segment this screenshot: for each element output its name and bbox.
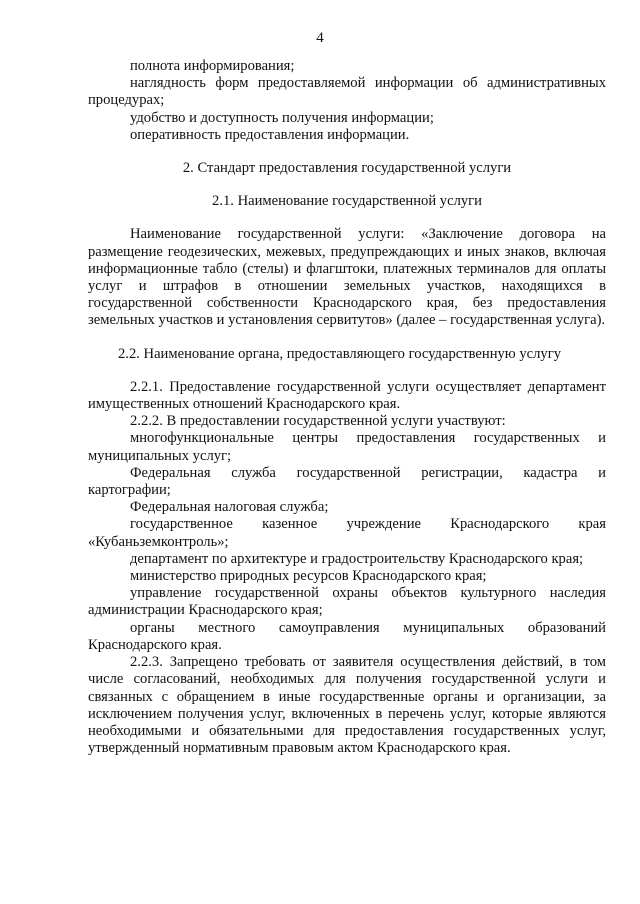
participant-item: Федеральная служба государственной регистрации, кадастра и картографии; [88, 464, 606, 499]
participant-item: департамент по архитектуре и градостроительству Краснодарского края; [130, 550, 584, 567]
section-2-heading: 2. Стандарт предоставления государственной услуги [182, 160, 512, 177]
participant-item: государственное казенное учреждение Краснодарского края «Кубаньземконтроль»; [88, 516, 606, 550]
document-body [88, 58, 606, 757]
service-name-paragraph: Наименование государственной услуги: «Заключение договора на размещение геодезических, межевых, предупреждающих и иных знаков, включая информационные табло (стелы) и флагштоки, платежных терминалов для оплаты услуг и штрафов в отношении земельных участков, находящихся в государственной собственности Краснодарского края, без предоставления земельных участков и установления сервитутов» (далее – государственная услуга). [88, 226, 606, 329]
subsection-2-2-heading: 2.2. Наименование органа, предоставляющего государственную услугу [118, 345, 561, 362]
intro-item: полнота информирования; [130, 58, 295, 74]
participant-item: министерство природных ресурсов Краснодарского края; [130, 568, 487, 585]
intro-item: оперативность предоставления информации. [130, 126, 410, 143]
participant-item: управление государственной охраны объектов культурного наследия администрации Краснодарского края; [88, 585, 606, 619]
paragraph-2-2-2: 2.2.2. В предоставлении государственной услуги участвуют: [130, 413, 506, 430]
paragraph-2-2-3: 2.2.3. Запрещено требовать от заявителя осуществления действий, в том числе согласований, необходимых для получения государственной услуги и связанных с обращением в иные государственные органы и организации, за исключением получения услуг, включенных в перечень услуг, которые являются необходимыми и обязательными для предоставления государственных услуг, утвержденный нормативным правовым актом Краснодарского края. [88, 654, 606, 757]
subsection-2-1-heading: 2.1. Наименование государственной услуги [212, 193, 482, 210]
participant-item: органы местного самоуправления муниципальных образований Краснодарского края. [88, 619, 606, 653]
intro-item: наглядность форм предоставляемой информации об административных процедурах; [88, 75, 606, 109]
participant-item: Федеральная налоговая служба; [130, 499, 329, 516]
intro-item: удобство и доступность получения информации; [130, 109, 434, 126]
participant-item: многофункциональные центры предоставления государственных и муниципальных услуг; [88, 430, 606, 464]
paragraph-2-2-1: 2.2.1. Предоставление государственной услуги осуществляет департамент имущественных отношений Краснодарского края. [88, 378, 606, 413]
page-number: 4 [316, 30, 324, 46]
